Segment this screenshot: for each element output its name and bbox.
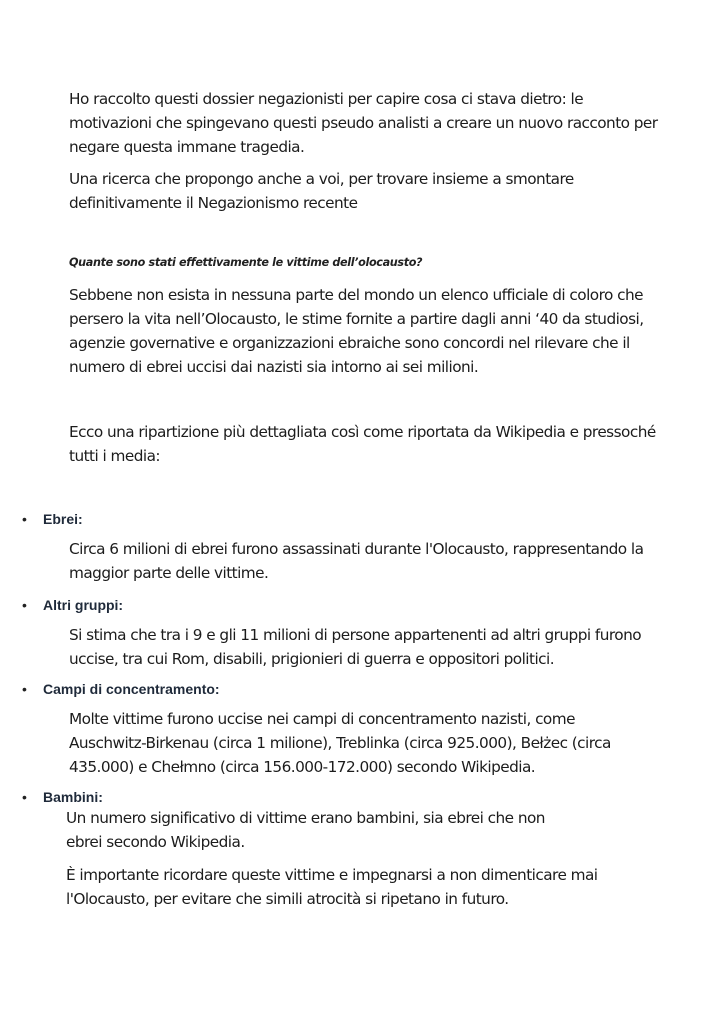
closing-paragraph: È importante ricordare queste vittime e impegnarsi a non dimenticare mai l'Olocausto, per evitare che simili atrocità si ripetano in futuro. — [66, 866, 598, 908]
bullet-icon: • — [22, 681, 27, 697]
item-title-altri-gruppi: Altri gruppi: — [43, 597, 124, 613]
intro-paragraph-2: Una ricerca che propongo anche a voi, per trovare insieme a smontare definitivamente il Negazionismo recente — [69, 170, 574, 212]
item-text-bambini: Un numero significativo di vittime erano bambini, sia ebrei che non ebrei secondo Wikipedia. — [66, 809, 545, 851]
item-text-altri-gruppi: Si stima che tra i 9 e gli 11 milioni di persone appartenenti ad altri gruppi furono uccise, tra cui Rom, disabili, prigionieri di guerra e oppositori politici. — [69, 626, 642, 668]
bullet-icon: • — [22, 511, 27, 527]
intro-paragraph-1: Ho raccolto questi dossier negazionisti per capire cosa ci stava dietro: le motivazioni che spingevano questi pseudo analisti a creare un nuovo racconto per negare questa immane tragedia. — [69, 90, 658, 156]
bullet-icon: • — [22, 789, 27, 805]
item-text-ebrei: Circa 6 milioni di ebrei furono assassinati durante l'Olocausto, rappresentando la maggior parte delle vittime. — [69, 540, 644, 582]
item-title-campi: Campi di concentramento: — [43, 681, 220, 697]
breakdown-intro: Ecco una ripartizione più dettagliata così come riportata da Wikipedia e pressoché tutti i media: — [69, 423, 656, 465]
item-text-campi: Molte vittime furono uccise nei campi di concentramento nazisti, come Auschwitz-Birkenau (circa 1 milione), Treblinka (circa 925.000), Bełżec (circa 435.000) e Chełmno (circa 156.000-172.000) secondo Wikipedia. — [69, 710, 611, 776]
answer-paragraph: Sebbene non esista in nessuna parte del mondo un elenco ufficiale di coloro che persero la vita nell’Olocausto, le stime fornite a partire dagli anni ‘40 da studiosi, agenzie governative e organizzazioni ebraiche sono concordi nel rilevare che il numero di ebrei uccisi dai nazisti sia intorno ai sei milioni. — [69, 286, 644, 376]
item-title-bambini: Bambini: — [43, 789, 103, 805]
bullet-icon: • — [22, 597, 27, 613]
item-title-ebrei: Ebrei: — [43, 511, 83, 527]
question-heading: Quante sono stati effettivamente le vittime dell’olocausto? — [69, 256, 423, 269]
